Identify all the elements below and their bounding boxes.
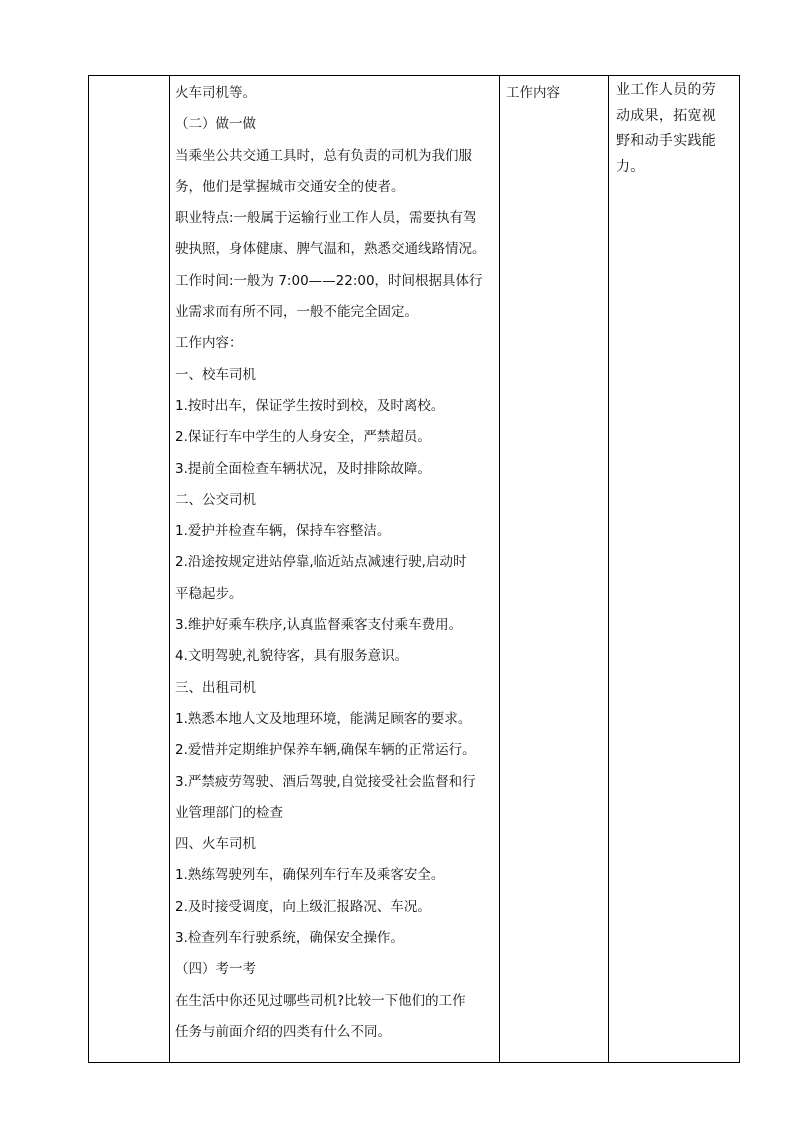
- list-item: 业管理部门的检查: [175, 804, 283, 821]
- section-heading: 一、校车司机: [175, 366, 256, 383]
- list-item: 4.文明驾驶,礼貌待客，具有服务意识。: [175, 648, 409, 665]
- table-row: [89, 76, 740, 1063]
- content-line: 职业特点:一般属于运输行业工作人员，需要执有驾: [175, 210, 477, 227]
- list-item: 1.爱护并检查车辆，保持车容整洁。: [175, 523, 391, 540]
- list-item: 2.保证行车中学生的人身安全，严禁超员。: [175, 429, 431, 446]
- content-line: 工作内容：: [175, 335, 243, 352]
- topic-label: 工作内容: [506, 85, 560, 101]
- content-line: 业需求而有所不同，一般不能完全固定。: [175, 304, 418, 321]
- goal-line: 动成果，拓宽视: [616, 107, 717, 124]
- content-line: 驶执照，身体健康、脾气温和，熟悉交通线路情况。: [175, 241, 486, 258]
- list-item: 2.沿途按规定进站停靠,临近站点减速行驶,启动时: [175, 554, 467, 571]
- goal-line: 力。: [616, 158, 645, 175]
- topic-cell: [500, 76, 609, 1063]
- goal-line: 野和动手实践能: [616, 133, 717, 149]
- empty-cell: [89, 76, 170, 1063]
- list-item: 2.及时接受调度，向上级汇报路况、车况。: [175, 898, 431, 915]
- content-line: 务，他们是掌握城市交通安全的使者。: [175, 178, 405, 195]
- list-item: 3.提前全面检查车辆状况，及时排除故障。: [175, 460, 431, 477]
- section-heading: （四）考一考: [175, 961, 256, 978]
- list-item: 1.熟练驾驶列车，确保列车行车及乘客安全。: [175, 867, 445, 884]
- list-item: 2.爱惜并定期维护保养车辆,确保车辆的正常运行。: [175, 742, 476, 759]
- section-heading: 三、出租司机: [175, 679, 256, 696]
- lesson-plan-table: [88, 75, 740, 1063]
- section-heading: 四、火车司机: [175, 836, 256, 853]
- content-line: 工作时间:一般为 7:00——22:00，时间根据具体行: [175, 272, 483, 289]
- list-item: 3.检查列车行驶系统，确保安全操作。: [175, 930, 404, 947]
- goal-cell: [609, 76, 740, 1063]
- list-item: 3.维护好乘车秩序,认真监督乘客支付乘车费用。: [175, 617, 463, 634]
- section-heading: 二、公交司机: [175, 491, 256, 508]
- content-line: 任务与前面介绍的四类有什么不同。: [175, 1023, 391, 1040]
- section-heading: （二）做一做: [175, 116, 256, 133]
- content-line: 当乘坐公共交通工具时，总有负责的司机为我们服: [175, 147, 472, 164]
- goal-line: 业工作人员的劳: [616, 82, 717, 98]
- list-item: 平稳起步。: [175, 585, 243, 602]
- list-item: 3.严禁疲劳驾驶、酒后驾驶,自觉接受社会监督和行: [175, 773, 476, 790]
- lesson-content-cell: [170, 76, 500, 1063]
- list-item: 1.熟悉本地人文及地理环境，能满足顾客的要求。: [175, 710, 472, 727]
- content-line: 在生活中你还见过哪些司机?比较一下他们的工作: [175, 992, 466, 1009]
- content-line: 火车司机等。: [175, 85, 256, 101]
- list-item: 1.按时出车，保证学生按时到校，及时离校。: [175, 397, 445, 414]
